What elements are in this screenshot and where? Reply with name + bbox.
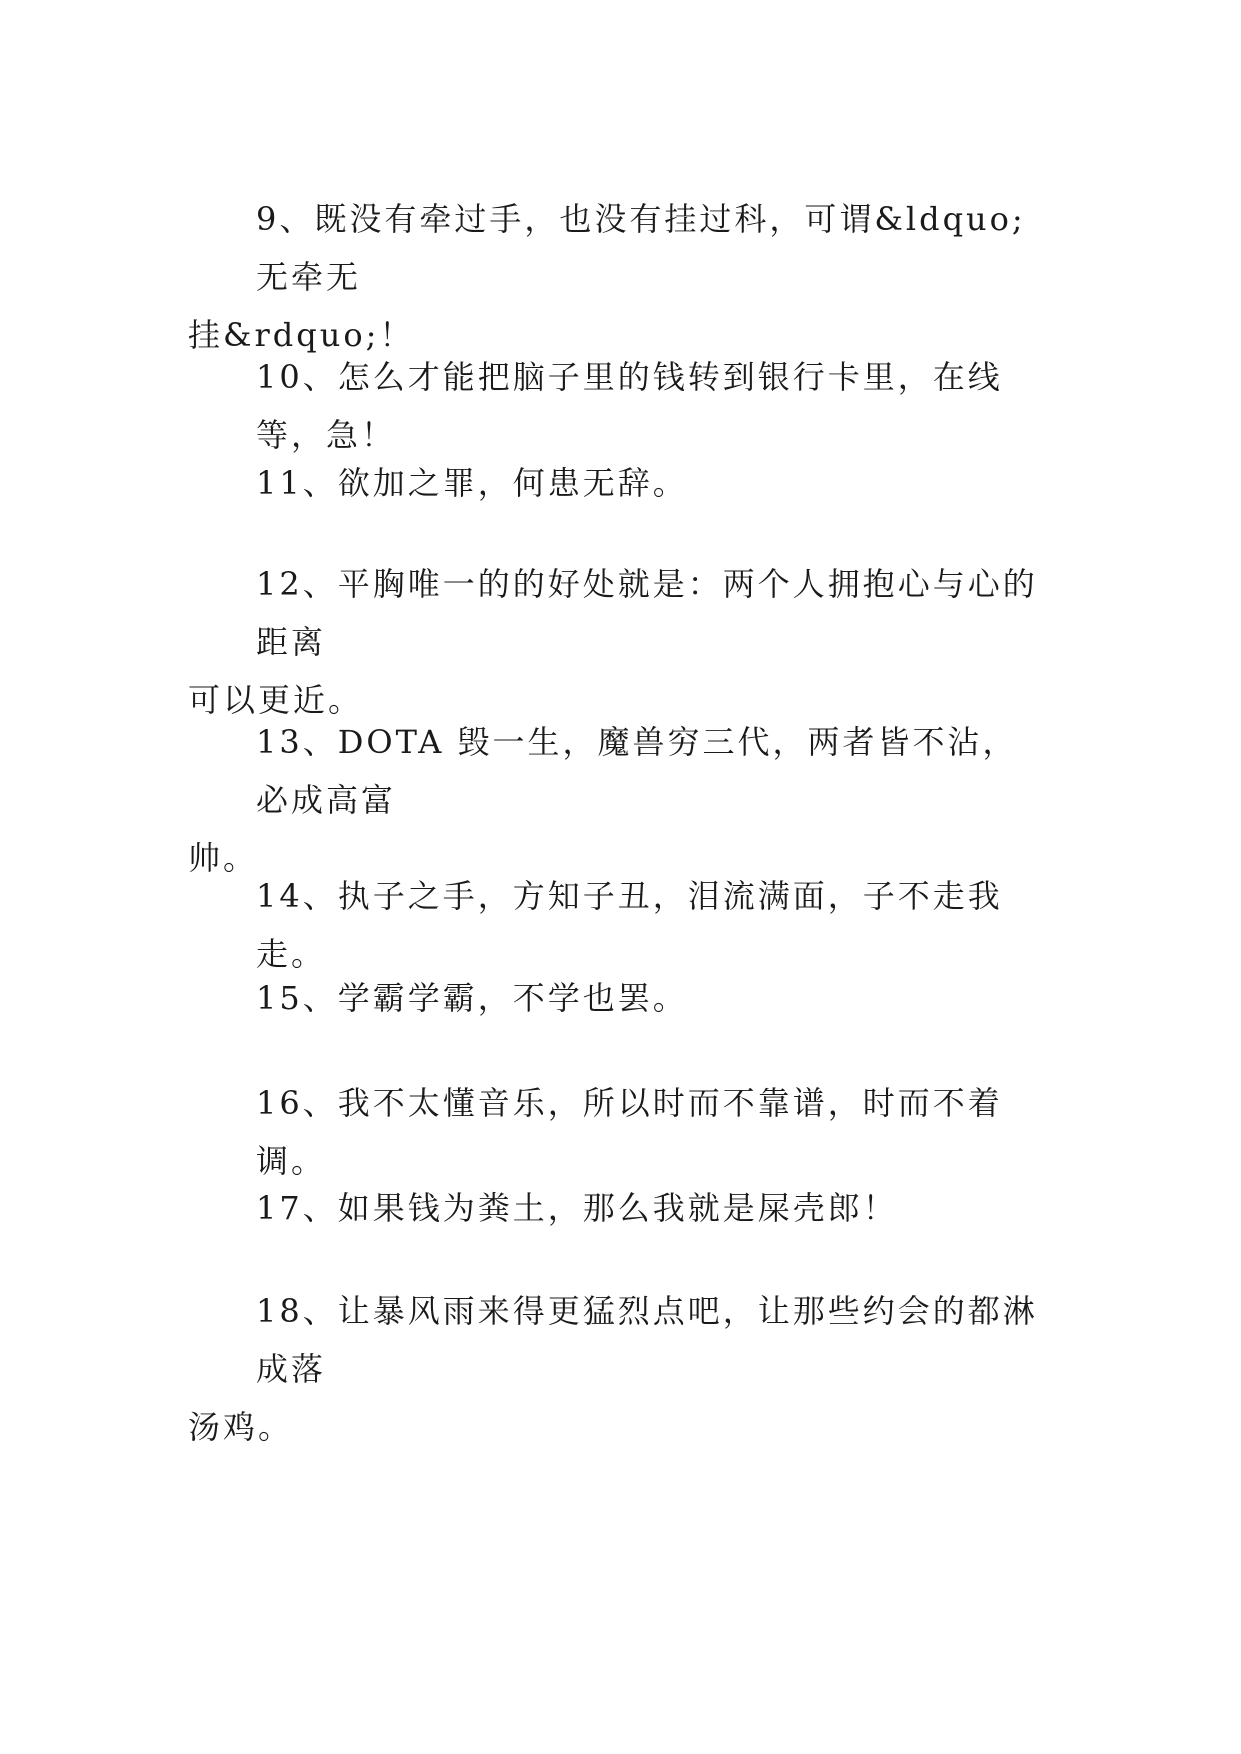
paragraph-18	[188, 1282, 1048, 1456]
paragraph-line: 10、怎么才能把脑子里的钱转到银行卡里，在线等，急！	[256, 358, 1003, 454]
paragraph-line: 挂&rdquo;！	[188, 316, 415, 354]
paragraph-16	[188, 1074, 1048, 1190]
paragraph-line: 12、平胸唯一的的好处就是：两个人拥抱心与心的距离	[256, 565, 1038, 661]
paragraph-17	[188, 1179, 1048, 1237]
paragraph-11	[188, 454, 1048, 512]
paragraph-13	[188, 713, 1048, 887]
paragraph-line: 14、执子之手，方知子丑，泪流满面，子不走我走。	[256, 877, 1003, 973]
paragraph-line: 18、让暴风雨来得更猛烈点吧，让那些约会的都淋成落	[256, 1292, 1038, 1388]
paragraph-line: 17、如果钱为粪土，那么我就是屎壳郎！	[256, 1189, 898, 1227]
paragraph-14	[188, 867, 1048, 983]
paragraph-15	[188, 969, 1048, 1027]
paragraph-line: 15、学霸学霸，不学也罢。	[256, 979, 688, 1017]
paragraph-line: 汤鸡。	[188, 1408, 294, 1446]
paragraph-9	[188, 190, 1048, 364]
paragraph-line: 16、我不太懂音乐，所以时而不靠谱，时而不着调。	[256, 1084, 1003, 1180]
paragraph-10	[188, 348, 1048, 464]
paragraph-line: 可以更近。	[188, 681, 364, 719]
paragraph-line: 9、既没有牵过手，也没有挂过科，可谓&ldquo;无牵无	[256, 200, 1026, 296]
paragraph-line: 11、欲加之罪，何患无辞。	[256, 464, 688, 502]
paragraph-line: 帅。	[188, 839, 259, 877]
paragraph-line: 13、DOTA 毁一生，魔兽穷三代，两者皆不沾，必成高富	[256, 723, 1018, 819]
paragraph-12	[188, 555, 1048, 729]
